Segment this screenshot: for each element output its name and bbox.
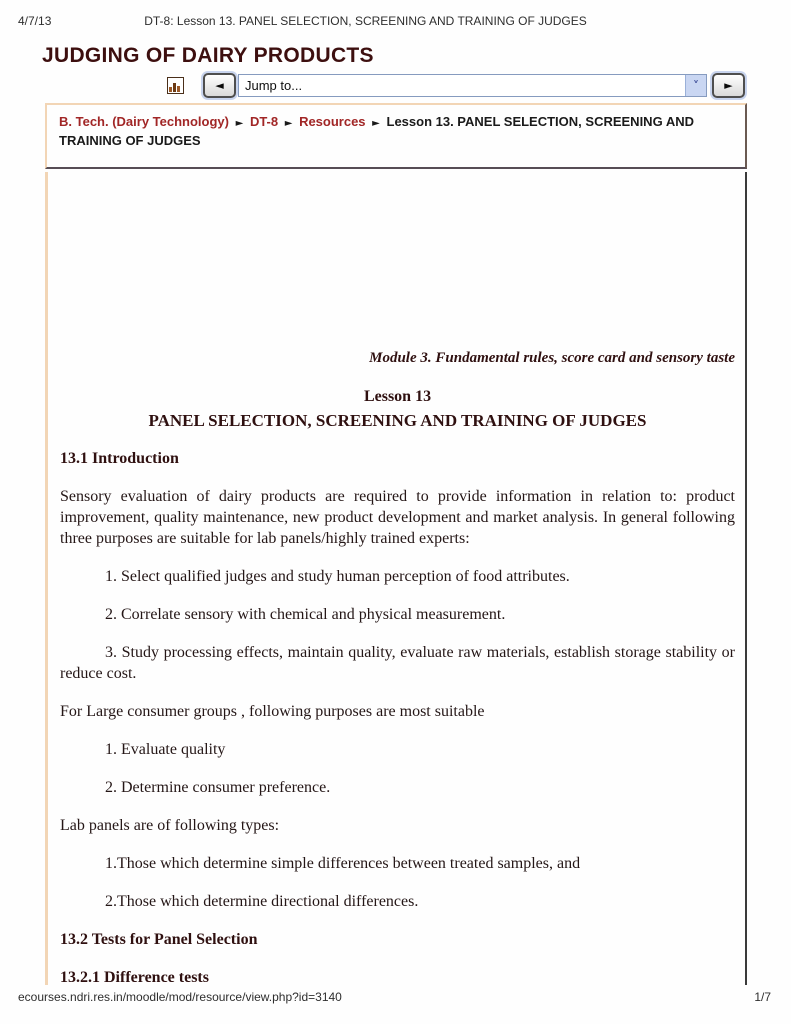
jump-to-selected-value: Jump to...: [245, 78, 303, 93]
back-button[interactable]: ◄: [203, 73, 236, 98]
lesson-number-heading: Lesson 13: [363, 388, 432, 405]
breadcrumb-separator-icon: ►: [372, 118, 380, 129]
print-page-number: 1/7: [754, 990, 771, 1004]
intro-paragraph: Sensory evaluation of dairy products are required to provide information in relation to: product improvement, quality maintenance, new product development and market analysis. In general following three purposes are suitable for lab panels/highly trained experts:: [60, 488, 735, 547]
chevron-down-icon[interactable]: ˅: [685, 75, 706, 96]
list-item: 2. Correlate sensory with chemical and physical measurement.: [105, 606, 506, 623]
list-item: 2.Those which determine directional differences.: [105, 893, 419, 910]
module-caption: Module 3. Fundamental rules, score card and sensory taste: [369, 350, 735, 366]
print-date: 4/7/13: [18, 14, 52, 28]
breadcrumb-separator-icon: ►: [235, 118, 244, 129]
breadcrumb-current-page: Lesson 13. PANEL SELECTION, SCREENING AND TRAINING OF JUDGES: [59, 114, 694, 148]
breadcrumb-separator-icon: ►: [284, 118, 293, 129]
breadcrumb: [45, 103, 747, 169]
section-heading-13-1: 13.1 Introduction: [60, 450, 179, 467]
page-title: JUDGING OF DAIRY PRODUCTS: [42, 44, 374, 67]
list-item: 1. Select qualified judges and study human perception of food attributes.: [105, 568, 570, 585]
print-footer-url: ecourses.ndri.res.in/moodle/mod/resource/view.php?id=3140: [18, 990, 342, 1004]
list-item: 1. Evaluate quality: [105, 741, 226, 758]
print-header-title: DT-8: Lesson 13. PANEL SELECTION, SCREENING AND TRAINING OF JUDGES: [144, 14, 587, 28]
panel-types-intro: Lab panels are of following types:: [60, 817, 280, 834]
lesson-content: [45, 172, 747, 985]
lesson-title-heading: PANEL SELECTION, SCREENING AND TRAINING OF JUDGES: [148, 411, 647, 430]
breadcrumb-link-course[interactable]: B. Tech. (Dairy Technology): [59, 114, 229, 129]
bar-chart-icon: [167, 77, 184, 94]
forward-button[interactable]: ►: [712, 73, 745, 98]
list-item: 3. Study processing effects, maintain quality, evaluate raw materials, establish storage stability or reduce cost.: [60, 644, 735, 682]
jump-to-select[interactable]: [238, 74, 707, 97]
breadcrumb-link-dt8[interactable]: DT-8: [249, 114, 279, 129]
list-item: 2. Determine consumer preference.: [105, 779, 331, 796]
section-heading-13-2: 13.2 Tests for Panel Selection: [60, 931, 258, 948]
section-heading-13-2-1: 13.2.1 Difference tests: [60, 969, 209, 985]
list-item: 1.Those which determine simple differences between treated samples, and: [105, 855, 581, 872]
consumer-groups-intro: For Large consumer groups , following purposes are most suitable: [60, 703, 485, 720]
breadcrumb-link-resources[interactable]: Resources: [299, 114, 366, 129]
